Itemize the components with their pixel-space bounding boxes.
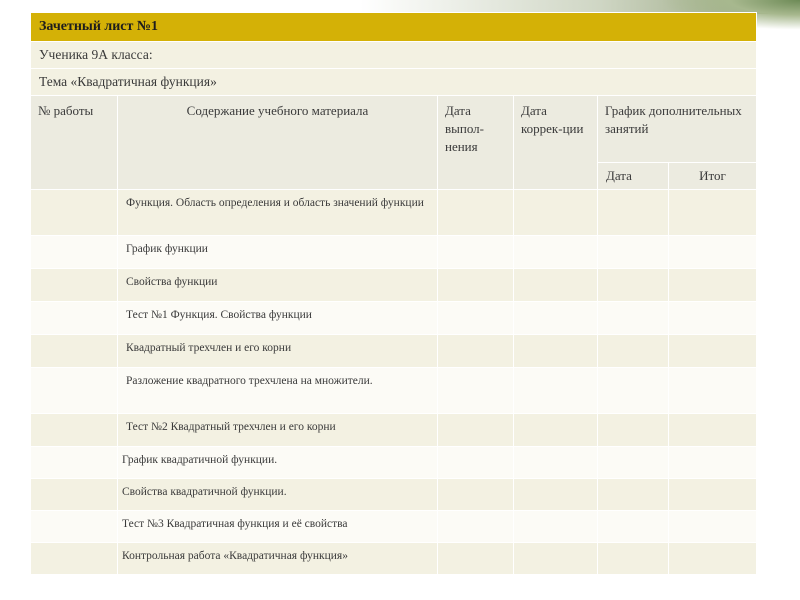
cell-content: График функции xyxy=(118,236,438,269)
table-row xyxy=(31,335,757,368)
cell-extra-total[interactable] xyxy=(669,302,757,335)
table-row xyxy=(31,368,757,414)
cell-date-correction[interactable] xyxy=(514,511,598,543)
cell-extra-date[interactable] xyxy=(598,236,669,269)
cell-number xyxy=(31,302,118,335)
cell-date-correction[interactable] xyxy=(514,447,598,479)
col-header-content: Содержание учебного материала xyxy=(118,96,438,190)
cell-content: Тест №1 Функция. Свойства функции xyxy=(118,302,438,335)
cell-extra-total[interactable] xyxy=(669,543,757,575)
cell-extra-total[interactable] xyxy=(669,190,757,236)
cell-date-done[interactable] xyxy=(438,190,514,236)
cell-number xyxy=(31,335,118,368)
cell-extra-date[interactable] xyxy=(598,368,669,414)
table-row xyxy=(31,302,757,335)
cell-date-done[interactable] xyxy=(438,511,514,543)
cell-number xyxy=(31,543,118,575)
cell-number xyxy=(31,414,118,447)
cell-content: Свойства квадратичной функции. xyxy=(118,479,438,511)
cell-date-done[interactable] xyxy=(438,269,514,302)
cell-number xyxy=(31,368,118,414)
cell-date-correction[interactable] xyxy=(514,236,598,269)
cell-extra-date[interactable] xyxy=(598,335,669,368)
cell-extra-total[interactable] xyxy=(669,447,757,479)
table-row xyxy=(31,414,757,447)
topic-line: Тема «Квадратичная функция» xyxy=(31,69,757,96)
cell-content: Разложение квадратного трехчлена на множители. xyxy=(118,368,438,414)
cell-date-done[interactable] xyxy=(438,335,514,368)
cell-date-done[interactable] xyxy=(438,368,514,414)
col-header-date-done: Дата выпол-нения xyxy=(438,96,514,190)
cell-extra-date[interactable] xyxy=(598,190,669,236)
cell-date-correction[interactable] xyxy=(514,190,598,236)
cell-extra-date[interactable] xyxy=(598,269,669,302)
cell-extra-total[interactable] xyxy=(669,479,757,511)
cell-date-correction[interactable] xyxy=(514,479,598,511)
cell-date-done[interactable] xyxy=(438,543,514,575)
sheet-title: Зачетный лист №1 xyxy=(31,13,757,42)
cell-date-correction[interactable] xyxy=(514,335,598,368)
col-header-number: № работы xyxy=(31,96,118,190)
cell-date-done[interactable] xyxy=(438,236,514,269)
col-header-extra-lessons: График дополнительных занятий xyxy=(598,96,757,163)
col-header-extra-total: Итог xyxy=(669,163,757,190)
cell-extra-date[interactable] xyxy=(598,302,669,335)
cell-date-done[interactable] xyxy=(438,479,514,511)
cell-content: Квадратный трехчлен и его корни xyxy=(118,335,438,368)
cell-extra-date[interactable] xyxy=(598,414,669,447)
col-header-date-correction: Дата коррек-ции xyxy=(514,96,598,190)
cell-number xyxy=(31,269,118,302)
cell-extra-date[interactable] xyxy=(598,543,669,575)
cell-content: График квадратичной функции. xyxy=(118,447,438,479)
cell-date-correction[interactable] xyxy=(514,269,598,302)
table-row xyxy=(31,269,757,302)
cell-date-correction[interactable] xyxy=(514,543,598,575)
table-row xyxy=(31,236,757,269)
cell-extra-total[interactable] xyxy=(669,368,757,414)
cell-number xyxy=(31,236,118,269)
table-row xyxy=(31,479,757,511)
cell-extra-date[interactable] xyxy=(598,447,669,479)
cell-content: Функция. Область определения и область значений функции xyxy=(118,190,438,236)
cell-extra-total[interactable] xyxy=(669,236,757,269)
table-row xyxy=(31,511,757,543)
cell-extra-total[interactable] xyxy=(669,335,757,368)
cell-date-done[interactable] xyxy=(438,302,514,335)
cell-content: Свойства функции xyxy=(118,269,438,302)
student-class-line: Ученика 9А класса: xyxy=(31,42,757,69)
cell-extra-total[interactable] xyxy=(669,511,757,543)
credit-sheet-table xyxy=(30,12,757,575)
table-row xyxy=(31,447,757,479)
cell-extra-total[interactable] xyxy=(669,269,757,302)
cell-date-done[interactable] xyxy=(438,414,514,447)
cell-extra-date[interactable] xyxy=(598,479,669,511)
cell-number xyxy=(31,511,118,543)
cell-date-correction[interactable] xyxy=(514,414,598,447)
cell-extra-date[interactable] xyxy=(598,511,669,543)
cell-date-correction[interactable] xyxy=(514,302,598,335)
cell-content: Тест №2 Квадратный трехчлен и его корни xyxy=(118,414,438,447)
cell-extra-total[interactable] xyxy=(669,414,757,447)
table-row xyxy=(31,190,757,236)
cell-content: Тест №3 Квадратичная функция и её свойства xyxy=(118,511,438,543)
cell-content: Контрольная работа «Квадратичная функция» xyxy=(118,543,438,575)
cell-date-done[interactable] xyxy=(438,447,514,479)
cell-number xyxy=(31,190,118,236)
cell-number xyxy=(31,447,118,479)
cell-number xyxy=(31,479,118,511)
col-header-extra-date: Дата xyxy=(598,163,669,190)
table-row xyxy=(31,543,757,575)
cell-date-correction[interactable] xyxy=(514,368,598,414)
